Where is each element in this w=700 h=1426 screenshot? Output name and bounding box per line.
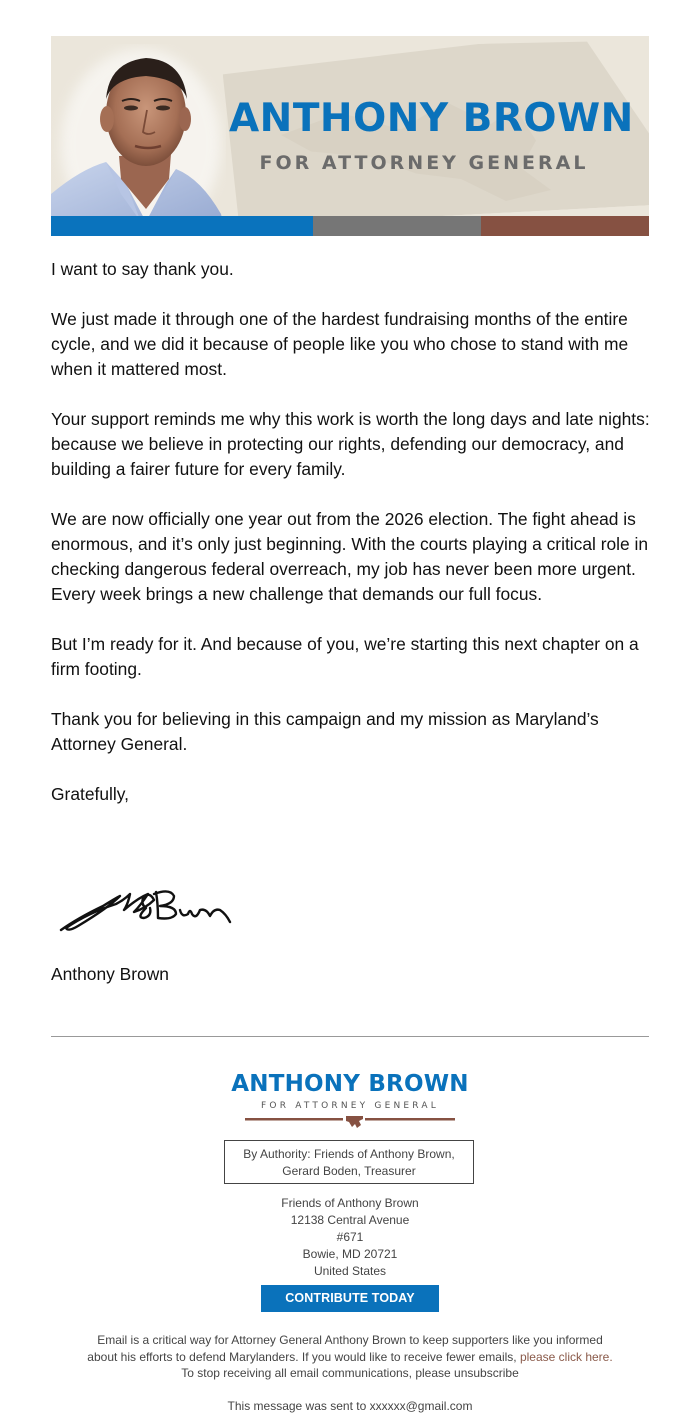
footer-divider	[51, 1036, 649, 1037]
footer-logo-subtitle: FOR ATTORNEY GENERAL	[261, 1101, 439, 1111]
bar-brown	[481, 216, 649, 236]
recipient-email: xxxxxx@gmail.com	[369, 1399, 473, 1413]
sent-to-prefix: This message was sent to	[227, 1399, 370, 1413]
paragraph: But I’m ready for it. And because of you, we’re starting this next chapter on a firm footing.	[51, 634, 639, 679]
unsubscribe-link[interactable]: unsubscribe	[454, 1366, 519, 1380]
letter-body	[51, 257, 656, 832]
address-country: United States	[313, 1264, 387, 1278]
signature-image	[58, 878, 238, 938]
paragraph: We just made it through one of the hardest fundraising months of the entire cycle, and we did it because of people like you who chose to stand with me when it mattered most.	[51, 309, 629, 379]
contribute-today-button[interactable]: CONTRIBUTE TODAY	[261, 1285, 439, 1312]
legal-line-2	[60, 1349, 640, 1366]
paragraph: Thank you for believing in this campaign and my mission as Maryland’s Attorney General.	[51, 709, 599, 754]
email-content	[51, 36, 649, 236]
paragraph: Your support reminds me why this work is worth the long days and late nights: because we believe in protecting our rights, defending our democracy, and building a fairer future for every family.	[51, 409, 650, 479]
paragraph: We are now officially one year out from the 2026 election. The fight ahead is enormous, and it’s only just beginning. With the courts playing a critical role in checking dangerous federal overreach, my job has never been more urgent. Every week brings a new challenge that demands our full focus.	[51, 509, 649, 604]
header-banner	[51, 36, 649, 236]
footer-logo-title: ANTHONY BROWN	[231, 1071, 469, 1097]
candidate-portrait	[51, 44, 226, 236]
bar-gray	[313, 216, 481, 236]
closing: Gratefully,	[51, 784, 129, 804]
banner-subtitle: FOR ATTORNEY GENERAL	[259, 152, 589, 174]
legal-line-2-text: about his efforts to defend Marylanders. If you would like to receive fewer emails,	[87, 1349, 520, 1364]
address-street: 12138 Central Avenue	[290, 1213, 410, 1227]
authority-line-1: By Authority: Friends of Anthony Brown,	[243, 1147, 455, 1161]
address-city-state-zip: Bowie, MD 20721	[302, 1247, 398, 1261]
authority-line-2: Gerard Boden, Treasurer	[282, 1164, 416, 1178]
paid-for-by-box	[224, 1140, 474, 1184]
address-unit: #671	[336, 1230, 364, 1244]
fewer-emails-link[interactable]: please click here.	[519, 1349, 613, 1364]
bar-blue	[51, 216, 313, 236]
paragraph-greeting: I want to say thank you.	[51, 259, 234, 279]
banner-title: ANTHONY BROWN	[229, 96, 634, 141]
mailing-address	[200, 1195, 500, 1280]
maryland-state-icon	[245, 1116, 455, 1130]
sent-to-notice	[100, 1398, 600, 1414]
signer-name: Anthony Brown	[51, 964, 169, 984]
legal-line-3	[60, 1365, 640, 1382]
legal-line-3-text: To stop receiving all email communications, please	[181, 1366, 455, 1380]
banner-color-bars	[51, 216, 649, 236]
address-org: Friends of Anthony Brown	[281, 1196, 419, 1210]
legal-line-1: Email is a critical way for Attorney General Anthony Brown to keep supporters like you informed	[97, 1333, 603, 1347]
legal-disclaimer	[60, 1332, 640, 1382]
footer-logo	[225, 1070, 475, 1135]
